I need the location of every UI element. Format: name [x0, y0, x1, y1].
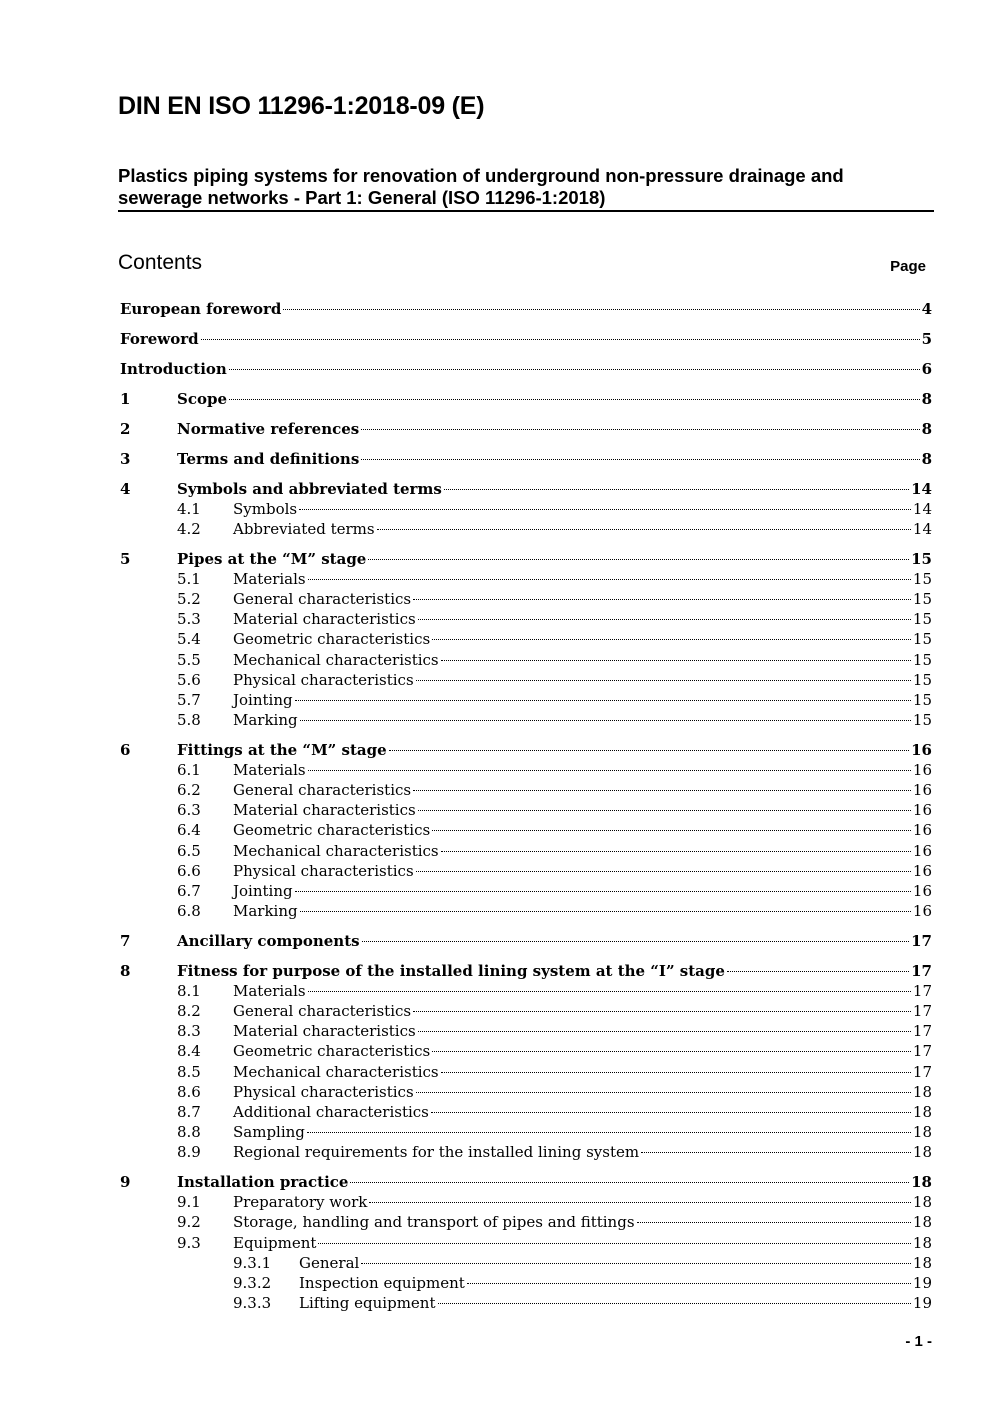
toc-dot-leader — [441, 851, 911, 852]
toc-entry-title: Terms and definitions — [177, 449, 360, 468]
toc-entry-page: 15 — [912, 690, 932, 709]
toc-entry-page: 14 — [912, 499, 932, 518]
toc-entry-page: 17 — [911, 931, 932, 950]
toc-entry[interactable] — [120, 841, 932, 861]
toc-entry-page: 16 — [911, 740, 932, 759]
toc-dot-leader — [467, 1283, 911, 1284]
toc-entry-number: 6.8 — [177, 902, 201, 921]
toc-entry-page: 15 — [912, 670, 932, 689]
toc-dot-leader — [229, 399, 920, 400]
toc-entry-number: 6.4 — [177, 821, 201, 840]
toc-entry[interactable] — [120, 479, 932, 499]
toc-entry-title: Lifting equipment — [299, 1293, 436, 1312]
toc-entry-number: 1 — [120, 389, 131, 408]
toc-entry-number: 6.7 — [177, 881, 201, 900]
toc-entry[interactable] — [120, 389, 932, 409]
toc-entry-page: 8 — [921, 389, 932, 408]
toc-entry[interactable] — [120, 1102, 932, 1122]
toc-dot-leader — [229, 369, 920, 370]
toc-entry-number: 8 — [120, 961, 131, 980]
toc-entry-title: Material characteristics — [233, 801, 416, 820]
toc-entry-page: 15 — [912, 590, 932, 609]
toc-entry[interactable] — [120, 650, 932, 670]
toc-entry-title: Preparatory work — [233, 1193, 368, 1212]
toc-entry-title: Material characteristics — [233, 1022, 416, 1041]
toc-dot-leader — [295, 891, 911, 892]
toc-entry[interactable] — [120, 861, 932, 881]
toc-entry[interactable] — [120, 419, 932, 439]
toc-entry-page: 18 — [912, 1123, 932, 1142]
toc-entry-number: 5.1 — [177, 569, 201, 588]
toc-entry-page: 16 — [912, 761, 932, 780]
toc-entry-title: Marking — [233, 902, 298, 921]
toc-entry[interactable] — [120, 499, 932, 519]
toc-entry-number: 6.2 — [177, 781, 201, 800]
toc-entry-number: 8.4 — [177, 1042, 201, 1061]
toc-entry[interactable] — [120, 1172, 932, 1192]
toc-entry-number: 5.3 — [177, 610, 201, 629]
toc-entry-page: 16 — [912, 821, 932, 840]
toc-dot-leader — [283, 309, 919, 310]
toc-entry-page: 18 — [912, 1082, 932, 1101]
toc-dot-leader — [432, 1051, 911, 1052]
toc-entry[interactable] — [120, 690, 932, 710]
toc-entry-number: 4.1 — [177, 499, 201, 518]
toc-entry-title: Mechanical characteristics — [233, 1062, 439, 1081]
table-of-contents — [120, 299, 932, 1313]
toc-entry-page: 19 — [912, 1273, 932, 1292]
toc-dot-leader — [441, 1072, 911, 1073]
toc-entry-title: Introduction — [120, 359, 227, 378]
toc-entry-number: 3 — [120, 449, 131, 468]
toc-dot-leader — [418, 619, 911, 620]
toc-entry[interactable] — [120, 549, 932, 569]
toc-dot-leader — [432, 830, 911, 831]
toc-entry[interactable] — [120, 1253, 932, 1273]
toc-entry-title: Materials — [233, 761, 306, 780]
toc-entry-title: Mechanical characteristics — [233, 650, 439, 669]
toc-entry[interactable] — [120, 740, 932, 760]
toc-entry-number: 2 — [120, 419, 131, 438]
toc-entry[interactable] — [120, 710, 932, 730]
toc-entry-page: 18 — [912, 1253, 932, 1272]
toc-entry[interactable] — [120, 780, 932, 800]
toc-entry-page: 17 — [911, 961, 932, 980]
toc-entry-page: 18 — [912, 1213, 932, 1232]
toc-entry-page: 17 — [912, 1042, 932, 1061]
toc-entry[interactable] — [120, 1001, 932, 1021]
toc-dot-leader — [389, 750, 909, 751]
toc-entry-title: Materials — [233, 569, 306, 588]
toc-entry[interactable] — [120, 961, 932, 981]
toc-dot-leader — [361, 459, 919, 460]
toc-dot-leader — [418, 810, 911, 811]
toc-entry-number: 8.2 — [177, 1002, 201, 1021]
toc-dot-leader — [413, 790, 911, 791]
toc-entry-title: Foreword — [120, 329, 199, 348]
toc-entry-title: Fittings at the “M” stage — [177, 740, 387, 759]
toc-entry[interactable] — [120, 1233, 932, 1253]
toc-dot-leader — [377, 529, 911, 530]
toc-dot-leader — [300, 911, 911, 912]
toc-dot-leader — [307, 1132, 911, 1133]
toc-entry-title: Geometric characteristics — [233, 821, 431, 840]
toc-entry[interactable] — [120, 329, 932, 349]
toc-entry-number: 5.2 — [177, 590, 201, 609]
toc-entry-page: 16 — [912, 781, 932, 800]
toc-entry[interactable] — [120, 449, 932, 469]
toc-entry-title: General characteristics — [233, 1002, 412, 1021]
toc-entry-title: Inspection equipment — [299, 1273, 465, 1292]
toc-entry-title: General — [299, 1253, 360, 1272]
toc-dot-leader — [300, 720, 911, 721]
toc-entry-number: 6.3 — [177, 801, 201, 820]
toc-entry-page: 18 — [912, 1233, 932, 1252]
toc-entry-title: Jointing — [233, 690, 293, 709]
toc-entry-title: Ancillary components — [177, 931, 360, 950]
toc-entry-title: Regional requirements for the installed lining system — [233, 1143, 640, 1162]
toc-entry-title: European foreword — [120, 300, 282, 318]
toc-entry-title: Physical characteristics — [233, 670, 414, 689]
toc-entry-page: 15 — [912, 630, 932, 649]
toc-entry-number: 6.6 — [177, 861, 201, 880]
toc-entry-page: 16 — [912, 902, 932, 921]
toc-entry[interactable] — [120, 800, 932, 820]
toc-entry-number: 9 — [120, 1173, 131, 1192]
toc-entry-page: 16 — [912, 801, 932, 820]
toc-entry[interactable] — [120, 881, 932, 901]
page-column-heading: Page — [890, 258, 926, 275]
toc-entry-page: 5 — [921, 329, 932, 348]
toc-entry-number: 5 — [120, 549, 131, 568]
toc-dot-leader — [368, 559, 909, 560]
toc-dot-leader — [308, 579, 911, 580]
toc-entry-page: 15 — [912, 569, 932, 588]
toc-entry[interactable] — [120, 629, 932, 649]
toc-entry-title: Pipes at the “M” stage — [177, 549, 367, 568]
toc-entry-title: Mechanical characteristics — [233, 841, 439, 860]
toc-entry-page: 16 — [912, 861, 932, 880]
toc-entry-page: 19 — [912, 1293, 932, 1312]
toc-dot-leader — [369, 1202, 911, 1203]
toc-dot-leader — [361, 1263, 911, 1264]
toc-dot-leader — [432, 639, 911, 640]
toc-dot-leader — [416, 680, 911, 681]
toc-entry-page: 16 — [912, 841, 932, 860]
toc-entry[interactable] — [120, 931, 932, 951]
toc-dot-leader — [318, 1243, 911, 1244]
toc-entry-page: 18 — [912, 1102, 932, 1121]
toc-entry[interactable] — [120, 760, 932, 780]
toc-entry-page: 15 — [912, 650, 932, 669]
toc-entry-number: 8.9 — [177, 1143, 201, 1162]
toc-entry-page: 14 — [912, 519, 932, 538]
toc-entry[interactable] — [120, 1021, 932, 1041]
toc-entry-page: 16 — [912, 881, 932, 900]
toc-entry-title: Installation practice — [177, 1173, 349, 1192]
toc-entry-number: 9.3.2 — [233, 1273, 272, 1292]
toc-entry-number: 8.3 — [177, 1022, 201, 1041]
toc-entry[interactable] — [120, 1273, 932, 1293]
toc-entry[interactable] — [120, 589, 932, 609]
toc-entry-title: Sampling — [233, 1123, 305, 1142]
toc-entry[interactable] — [120, 1122, 932, 1142]
toc-entry-number: 8.5 — [177, 1062, 201, 1081]
toc-entry-title: Materials — [233, 982, 306, 1001]
document-id: DIN EN ISO 11296-1:2018-09 (E) — [118, 92, 485, 120]
toc-entry[interactable] — [120, 1041, 932, 1061]
toc-dot-leader — [413, 1011, 911, 1012]
toc-entry-title: Abbreviated terms — [233, 519, 375, 538]
toc-entry-page: 15 — [912, 710, 932, 729]
toc-entry[interactable] — [120, 1082, 932, 1102]
toc-entry-number: 7 — [120, 931, 131, 950]
toc-dot-leader — [418, 1031, 911, 1032]
toc-dot-leader — [727, 971, 909, 972]
toc-entry-title: General characteristics — [233, 781, 412, 800]
toc-entry[interactable] — [120, 569, 932, 589]
toc-entry[interactable] — [120, 519, 932, 539]
toc-entry[interactable] — [120, 1293, 932, 1313]
toc-entry[interactable] — [120, 1062, 932, 1082]
toc-entry[interactable] — [120, 609, 932, 629]
toc-entry-number: 5.5 — [177, 650, 201, 669]
toc-dot-leader — [641, 1152, 911, 1153]
toc-entry-page: 17 — [912, 1002, 932, 1021]
toc-dot-leader — [413, 599, 911, 600]
toc-entry[interactable] — [120, 1142, 932, 1162]
toc-entry-number: 5.7 — [177, 690, 201, 709]
toc-entry-title: Material characteristics — [233, 610, 416, 629]
toc-entry-title: Symbols — [233, 499, 298, 518]
toc-entry-number: 5.4 — [177, 630, 201, 649]
toc-entry-title: Geometric characteristics — [233, 1042, 431, 1061]
toc-dot-leader — [637, 1222, 911, 1223]
toc-entry-page: 14 — [911, 479, 932, 498]
toc-entry[interactable] — [120, 901, 932, 921]
toc-entry-number: 6.1 — [177, 761, 201, 780]
toc-entry-page: 15 — [912, 610, 932, 629]
toc-entry-number: 5.8 — [177, 710, 201, 729]
toc-entry-title: General characteristics — [233, 590, 412, 609]
toc-dot-leader — [299, 509, 911, 510]
toc-entry[interactable] — [120, 299, 932, 319]
toc-entry[interactable] — [120, 981, 932, 1001]
toc-entry-page: 17 — [912, 1022, 932, 1041]
toc-entry-number: 4 — [120, 479, 131, 498]
toc-entry-number: 4.2 — [177, 519, 201, 538]
toc-entry[interactable] — [120, 1212, 932, 1232]
contents-heading: Contents — [118, 251, 203, 274]
toc-entry-title: Geometric characteristics — [233, 630, 431, 649]
toc-entry-number: 8.6 — [177, 1082, 201, 1101]
toc-dot-leader — [416, 1092, 911, 1093]
toc-entry-page: 17 — [912, 1062, 932, 1081]
toc-entry-number: 6 — [120, 740, 131, 759]
toc-entry-page: 4 — [921, 300, 932, 318]
title-rule — [118, 210, 934, 212]
toc-entry-page: 15 — [911, 549, 932, 568]
toc-entry-title: Additional characteristics — [233, 1102, 429, 1121]
toc-entry-title: Equipment — [233, 1233, 317, 1252]
toc-dot-leader — [201, 339, 920, 340]
toc-entry-title: Normative references — [177, 419, 360, 438]
toc-entry[interactable] — [120, 359, 932, 379]
toc-entry-number: 9.2 — [177, 1213, 201, 1232]
toc-dot-leader — [416, 871, 911, 872]
toc-entry-number: 9.3.3 — [233, 1293, 272, 1312]
toc-entry-page: 18 — [911, 1173, 932, 1192]
toc-dot-leader — [308, 770, 911, 771]
toc-entry-number: 9.1 — [177, 1193, 201, 1212]
toc-entry-number: 9.3.1 — [233, 1253, 272, 1272]
toc-entry-page: 18 — [912, 1143, 932, 1162]
toc-entry-page: 8 — [921, 419, 932, 438]
toc-dot-leader — [350, 1182, 909, 1183]
toc-entry-title: Symbols and abbreviated terms — [177, 479, 442, 498]
toc-dot-leader — [361, 429, 919, 430]
toc-entry-number: 8.7 — [177, 1102, 201, 1121]
toc-entry-number: 5.6 — [177, 670, 201, 689]
toc-entry-page: 6 — [921, 359, 932, 378]
toc-entry-page: 18 — [912, 1193, 932, 1212]
toc-dot-leader — [444, 489, 909, 490]
toc-entry-title: Jointing — [233, 881, 293, 900]
toc-entry-title: Storage, handling and transport of pipes and fittings — [233, 1213, 635, 1232]
toc-entry-title: Fitness for purpose of the installed lining system at the “I” stage — [177, 961, 725, 980]
toc-entry[interactable] — [120, 820, 932, 840]
toc-entry-title: Marking — [233, 710, 298, 729]
toc-entry-number: 8.1 — [177, 982, 201, 1001]
toc-entry[interactable] — [120, 670, 932, 690]
toc-dot-leader — [438, 1303, 911, 1304]
toc-dot-leader — [308, 991, 911, 992]
toc-entry-number: 8.8 — [177, 1123, 201, 1142]
toc-dot-leader — [295, 700, 911, 701]
toc-entry[interactable] — [120, 1192, 932, 1212]
document-title: Plastics piping systems for renovation of underground non-pressure drainage and sewerage networks - Part 1: General (ISO 11296-1:2018) — [118, 165, 844, 208]
toc-dot-leader — [441, 660, 911, 661]
toc-entry-page: 8 — [921, 449, 932, 468]
toc-entry-number: 6.5 — [177, 841, 201, 860]
toc-entry-page: 17 — [912, 982, 932, 1001]
toc-dot-leader — [362, 941, 910, 942]
toc-entry-title: Physical characteristics — [233, 1082, 414, 1101]
toc-entry-title: Scope — [177, 389, 228, 408]
toc-entry-number: 9.3 — [177, 1233, 201, 1252]
page-number: - 1 - — [905, 1333, 932, 1350]
toc-dot-leader — [431, 1112, 911, 1113]
toc-entry-title: Physical characteristics — [233, 861, 414, 880]
